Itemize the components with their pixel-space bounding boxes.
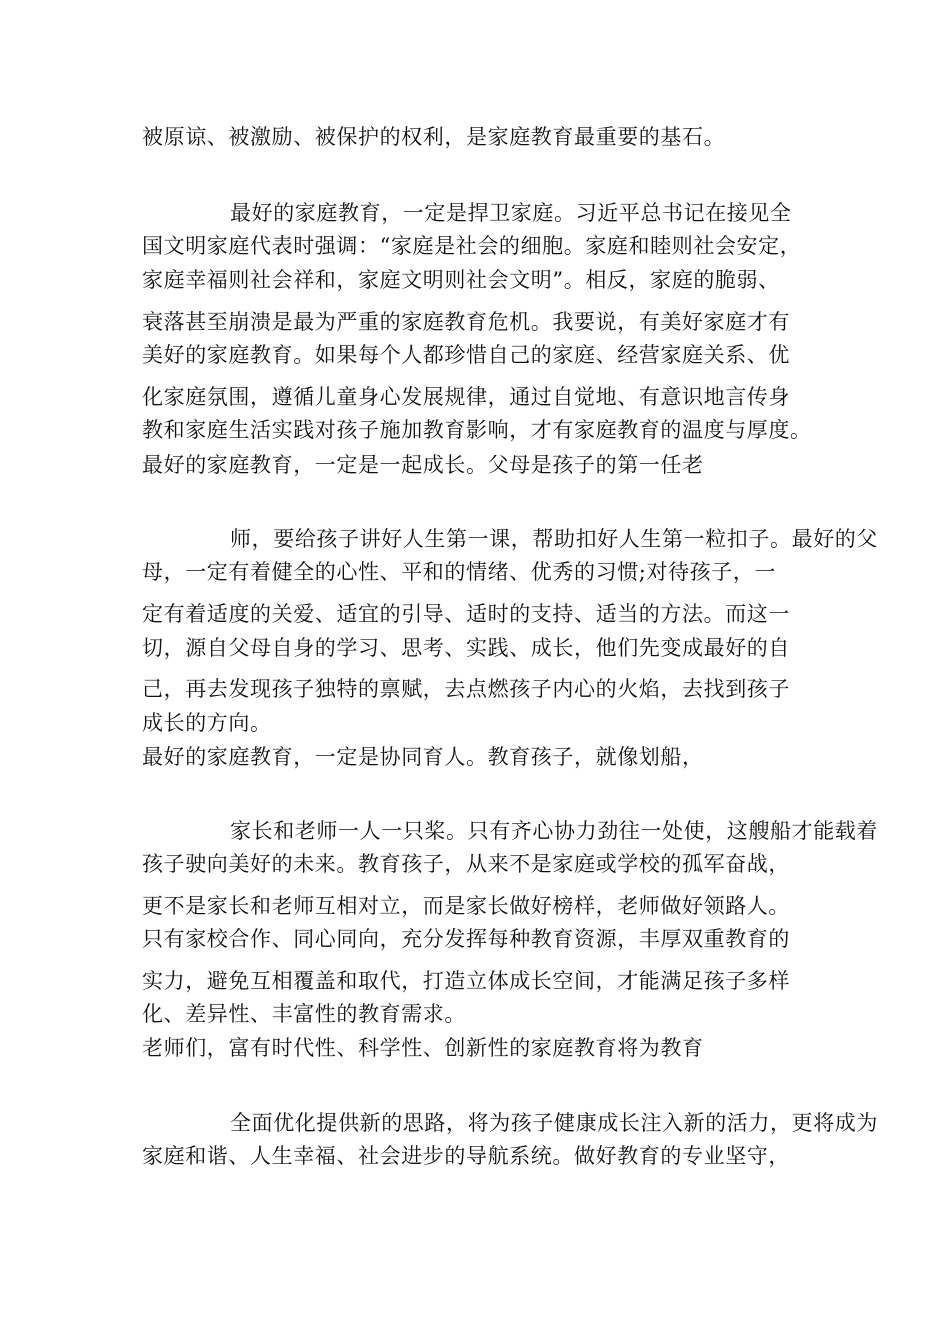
text-line: 最好的家庭教育，一定是协同育人。教育孩子，就像划船， (142, 745, 704, 769)
text-line: 成长的方向。 (142, 711, 272, 735)
text-line: 教和家庭生活实践对孩子施加教育影响，才有家庭教育的温度与厚度。 (142, 418, 812, 442)
text-line: 实力，避免互相覆盖和取代，打造立体成长空间，才能满足孩子多样 (142, 969, 790, 993)
paragraph-first-line: 全面优化提供新的思路，将为孩子健康成长注入新的活力，更将成为 (230, 1111, 878, 1135)
text-line: 衰落甚至崩溃是最为严重的家庭教育危机。我要说，有美好家庭才有 (142, 310, 790, 334)
text-line: 美好的家庭教育。如果每个人都珍惜自己的家庭、经营家庭关系、优 (142, 343, 790, 367)
text-line: 只有家校合作、同心同向，充分发挥每种教育资源，丰厚双重教育的 (142, 927, 790, 951)
text-line: 最好的家庭教育，一定是一起成长。父母是孩子的第一任老 (142, 453, 704, 477)
text-line: 老师们，富有时代性、科学性、创新性的家庭教育将为教育 (142, 1036, 704, 1060)
text-line: 化、差异性、丰富性的教育需求。 (142, 1002, 466, 1026)
text-line: 家庭幸福则社会祥和，家庭文明则社会文明”。相反，家庭的脆弱、 (142, 268, 780, 292)
text-line: 化家庭氛围，遵循儿童身心发展规律，通过自觉地、有意识地言传身 (142, 385, 790, 409)
paragraph-first-line: 师，要给孩子讲好人生第一课，帮助扣好人生第一粒扣子。最好的父 (230, 527, 878, 551)
text-line: 国文明家庭代表时强调：“家庭是社会的细胞。家庭和睦则社会安定， (142, 234, 802, 258)
text-line: 更不是家长和老师互相对立，而是家长做好榜样，老师做好领路人。 (142, 894, 790, 918)
text-line: 孩子驶向美好的未来。教育孩子，从来不是家庭或学校的孤军奋战， (142, 852, 790, 876)
text-line: 母，一定有着健全的心性、平和的情绪、优秀的习惯;对待孩子，一 (142, 560, 777, 584)
text-line: 家庭和谐、人生幸福、社会进步的导航系统。做好教育的专业坚守， (142, 1144, 790, 1168)
text-line: 被原谅、被激励、被保护的权利，是家庭教育最重要的基石。 (142, 125, 726, 149)
paragraph-first-line: 最好的家庭教育，一定是捍卫家庭。习近平总书记在接见全 (230, 201, 792, 225)
text-line: 切，源自父母自身的学习、思考、实践、成长，他们先变成最好的自 (142, 636, 790, 660)
text-line: 定有着适度的关爱、适宜的引导、适时的支持、适当的方法。而这一 (142, 602, 790, 626)
text-line: 己，再去发现孩子独特的禀赋，去点燃孩子内心的火焰，去找到孩子 (142, 677, 790, 701)
paragraph-first-line: 家长和老师一人一只桨。只有齐心协力劲往一处使，这艘船才能载着 (230, 819, 878, 843)
